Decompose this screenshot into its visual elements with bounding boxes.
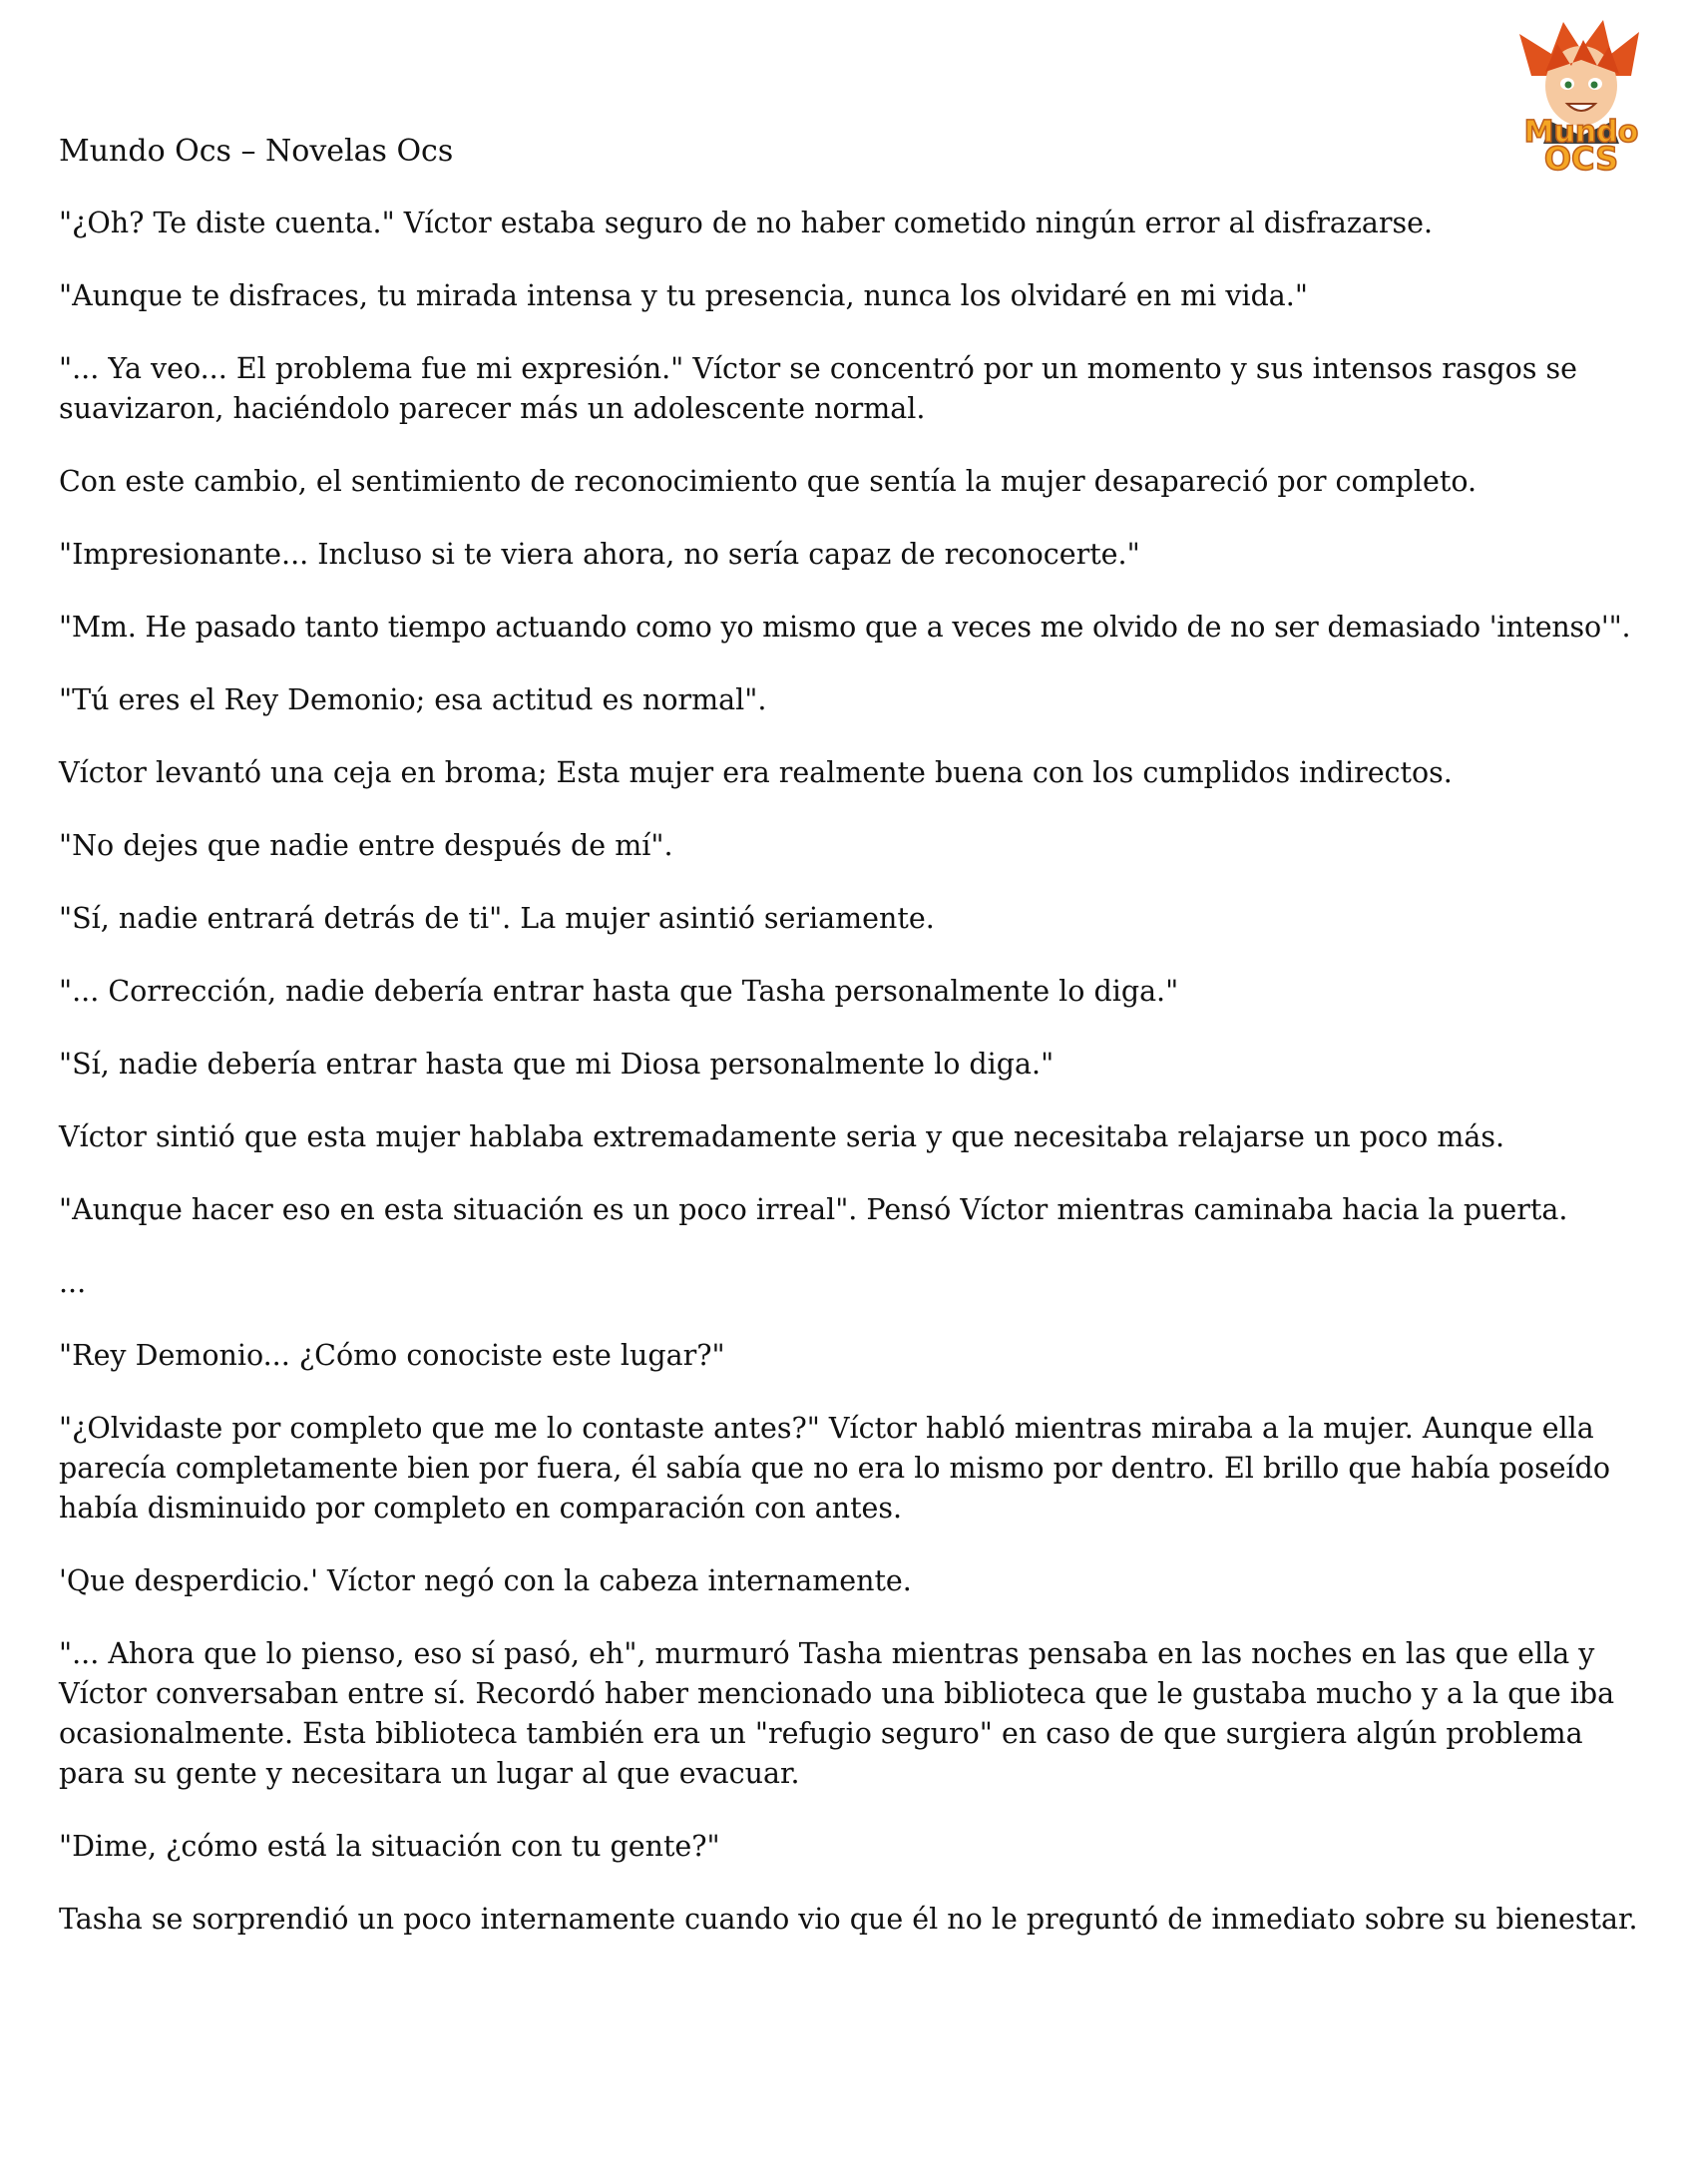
paragraph: "¿Oh? Te diste cuenta." Víctor estaba seguro de no haber cometido ningún error al disfrazarse. [59,207,1434,239]
svg-text:OCS: OCS [1543,140,1619,174]
paragraph: "¿Olvidaste por completo que me lo contaste antes?" Víctor habló mientras miraba a la mujer. Aunque ella parecía completamente bien por fuera, él sabía que no era lo mismo por dentro. El brillo que había poseído había disminuido por completo en comparación con antes. [59,1412,1611,1525]
scene-break: ... [59,1266,87,1299]
paragraph: "Rey Demonio... ¿Cómo conociste este lugar?" [59,1339,725,1372]
paragraph: "Aunque te disfraces, tu mirada intensa y tu presencia, nunca los olvidaré en mi vida." [59,279,1308,312]
document-body [59,132,1645,1972]
paragraph: Con este cambio, el sentimiento de reconocimiento que sentía la mujer desapareció por completo. [59,465,1477,498]
paragraph: Víctor levantó una ceja en broma; Esta mujer era realmente buena con los cumplidos indirectos. [59,756,1453,789]
paragraph: "No dejes que nadie entre después de mí". [59,829,673,862]
paragraph: "Sí, nadie entrará detrás de ti". La mujer asintió seriamente. [59,902,935,935]
document-header: Mundo Ocs – Novelas Ocs [59,134,454,169]
paragraph: "... Ya veo... El problema fue mi expresión." Víctor se concentró por un momento y sus intensos rasgos se suavizaron, haciéndolo parecer más un adolescente normal. [59,352,1578,425]
paragraph: "Sí, nadie debería entrar hasta que mi Diosa personalmente lo diga." [59,1048,1055,1081]
paragraph: Tasha se sorprendió un poco internamente cuando vio que él no le preguntó de inmediato sobre su bienestar. [59,1903,1638,1936]
paragraph: "... Ahora que lo pienso, eso sí pasó, eh", murmuró Tasha mientras pensaba en las noches en las que ella y Víctor conversaban entre sí. Recordó haber mencionado una biblioteca que le gustaba mucho y a la que iba ocasionalmente. Esta biblioteca también era un "refugio seguro" en caso de que surgiera algún problema para su gente y necesitara un lugar al que evacuar. [59,1637,1615,1790]
paragraph: "Dime, ¿cómo está la situación con tu gente?" [59,1830,720,1863]
paragraph: "Impresionante... Incluso si te viera ahora, no sería capaz de reconocerte." [59,538,1140,571]
paragraph: "Aunque hacer eso en esta situación es un poco irreal". Pensó Víctor mientras caminaba hacia la puerta. [59,1193,1568,1226]
paragraph: 'Que desperdicio.' Víctor negó con la cabeza internamente. [59,1564,912,1597]
paragraph: "... Corrección, nadie debería entrar hasta que Tasha personalmente lo diga." [59,975,1179,1008]
paragraph: "Tú eres el Rey Demonio; esa actitud es normal". [59,683,767,716]
svg-text:Mundo: Mundo [1523,115,1639,150]
paragraph: Víctor sintió que esta mujer hablaba extremadamente seria y que necesitaba relajarse un poco más. [59,1120,1505,1153]
paragraph: "Mm. He pasado tanto tiempo actuando como yo mismo que a veces me olvido de no ser demasiado 'intenso'". [59,611,1631,644]
